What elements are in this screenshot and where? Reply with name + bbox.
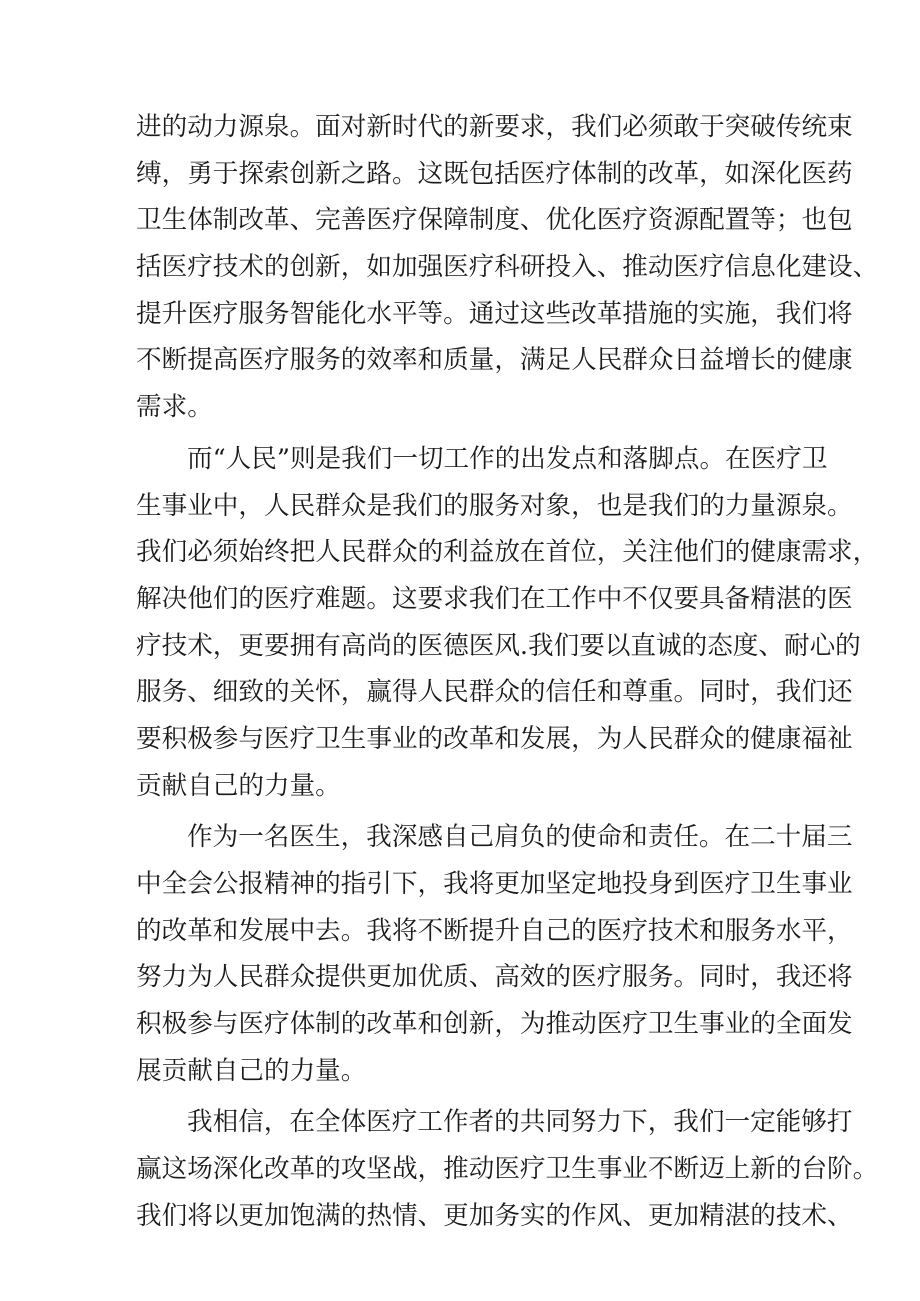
- text-line: 服务、细致的关怀，赢得人民群众的信任和尊重。同时，我们还: [136, 677, 853, 708]
- text-line: 卫生体制改革、完善医疗保障制度、优化医疗资源配置等；也包: [136, 205, 853, 236]
- paragraph-4: [136, 1099, 879, 1239]
- text-line: 疗技术，更要拥有高尚的医德医风.我们要以直诚的态度、耐心的: [136, 630, 861, 661]
- text-line: 解决他们的医疗难题。这要求我们在工作中不仅要具备精湛的医: [136, 583, 853, 614]
- text-line: 括医疗技术的创新，如加强医疗科研投入、推动医疗信息化建设、: [136, 252, 879, 283]
- text-line: 而“人民”则是我们一切工作的出发点和落脚点。在医疗卫: [187, 443, 828, 474]
- text-line: 提升医疗服务智能化水平等。通过这些改革措施的实施，我们将: [136, 298, 853, 329]
- text-line: 积极参与医疗体制的改革和创新，为推动医疗卫生事业的全面发: [136, 1009, 853, 1040]
- paragraph-3: [136, 814, 853, 1094]
- text-line: 展贡献自己的力量。: [136, 1055, 367, 1086]
- text-line: 需求。: [136, 392, 213, 423]
- text-line: 的改革和发展中去。我将不断提升自己的医疗技术和服务水平，: [136, 915, 853, 946]
- text-line: 缚，勇于探索创新之路。这既包括医疗体制的改革，如深化医药: [136, 158, 853, 189]
- text-line: 我们必须始终把人民群众的利益放在首位，关注他们的健康需求，: [136, 537, 879, 568]
- text-line: 我相信，在全体医疗工作者的共同努力下，我们一定能够打: [187, 1107, 853, 1138]
- text-line: 作为一名医生，我深感自己肩负的使命和责任。在二十届三: [187, 822, 853, 853]
- text-line: 不断提高医疗服务的效率和质量，满足人民群众日益增长的健康: [136, 345, 853, 376]
- paragraph-1: [136, 104, 879, 431]
- text-line: 要积极参与医疗卫生事业的改革和发展，为人民群众的健康福祉: [136, 723, 853, 754]
- paragraph-2: [136, 436, 879, 810]
- text-line: 贡献自己的力量。: [136, 770, 341, 801]
- document-body: [136, 104, 879, 1240]
- text-line: 进的动力源泉。面对新时代的新要求，我们必须敢于突破传统束: [136, 112, 853, 142]
- text-line: 生事业中，人民群众是我们的服务对象，也是我们的力量源泉。: [136, 490, 853, 521]
- text-line: 我们将以更加饱满的热情、更加务实的作风、更加精湛的技术、: [136, 1200, 853, 1231]
- text-line: 赢这场深化改革的攻坚战，推动医疗卫生事业不断迈上新的台阶。: [136, 1154, 879, 1185]
- text-line: 中全会公报精神的指引下，我将更加坚定地投身到医疗卫生事业: [136, 869, 853, 899]
- text-line: 努力为人民群众提供更加优质、高效的医疗服务。同时，我还将: [136, 962, 853, 993]
